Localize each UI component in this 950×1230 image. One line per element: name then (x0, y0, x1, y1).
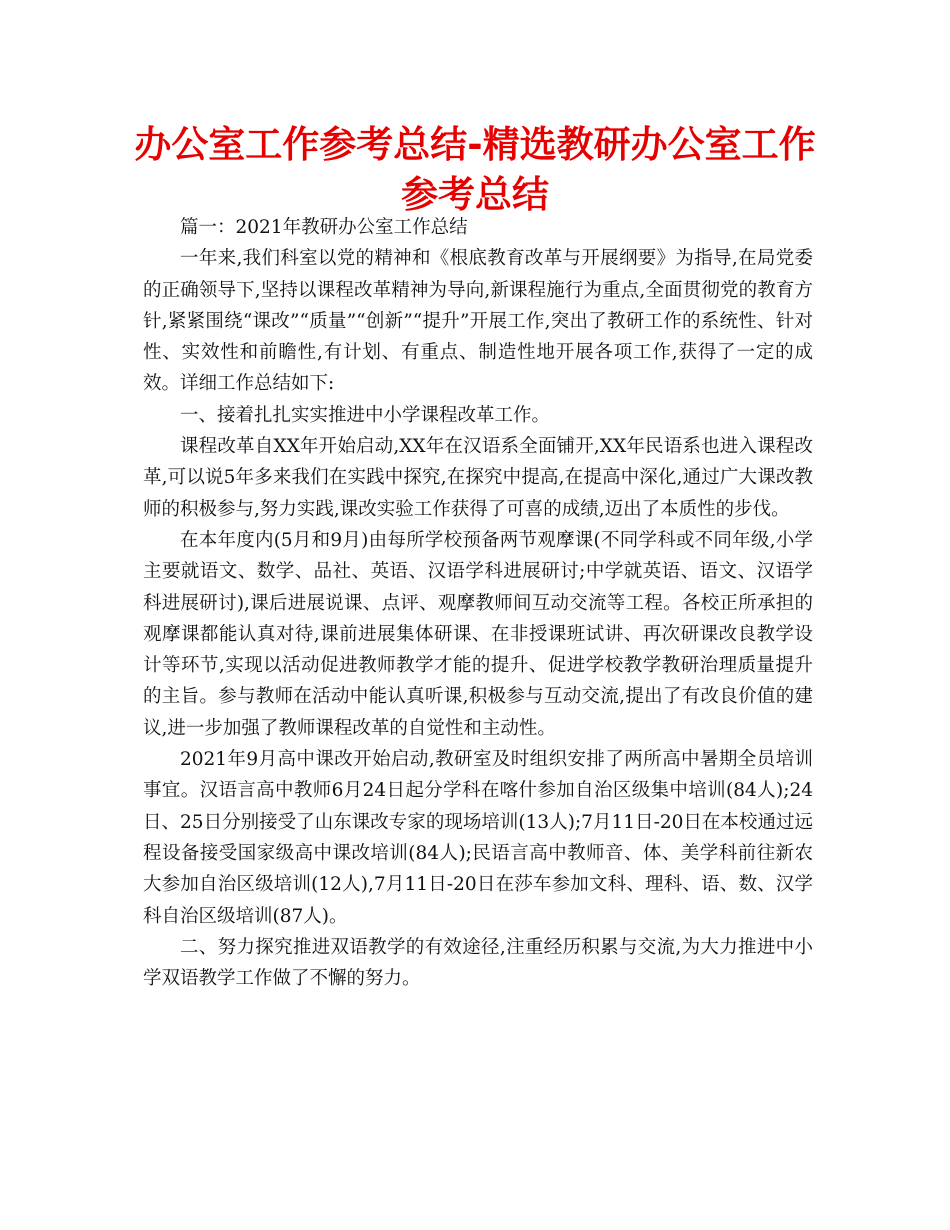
document-body (143, 212, 813, 994)
paragraph-section-heading: 篇一：2021年教研办公室工作总结 (180, 217, 468, 238)
document-title: 办公室工作参考总结-精选教研办公室工作参考总结 (134, 123, 816, 216)
paragraph-curriculum-reform: 课程改革自XX年开始启动,XX年在汉语系全面铺开,XX年民语系也进入课程改革,可以说5年多来我们在实践中探究,在探究中提高,在提高中深化,通过广大课改教师的积极参与,努力实践,课改实验工作获得了可喜的成绩,迈出了本质性的步伐。 (143, 436, 813, 520)
paragraph-observation-lessons: 在本年度内(5月和9月)由每所学校预备两节观摩课(不同学科或不同年级,小学主要就语文、数学、品社、英语、汉语学科进展研讨;中学就英语、语文、汉语学科进展研讨),课后进展说课、点评、观摩教师间互动交流等工程。各校正所承担的观摩课都能认真对待,课前进展集体研课、在非授课班试讲、再次研课改良教学设计等环节,实现以活动促进教师教学才能的提升、促进学校教学教研治理质量提升的主旨。参与教师在活动中能认真听课,积极参与互动交流,提出了有改良价值的建议,进一步加强了教师课程改革的自觉性和主动性。 (143, 529, 813, 739)
paragraph-intro: 一年来,我们科室以党的精神和《根底教育改革与开展纲要》为指导,在局党委的正确领导下,坚持以课程改革精神为导向,新课程施行为重点,全面贯彻党的教育方针,紧紧围绕“课改”“质量”“创新”“提升”开展工作,突出了教研工作的系统性、针对性、实效性和前瞻性,有计划、有重点、制造性地开展各项工作,获得了一定的成效。详细工作总结如下: (143, 248, 813, 395)
paragraph-point-one-heading: 一、接着扎扎实实推进中小学课程改革工作。 (180, 404, 551, 426)
paragraph-high-school-training: 2021年9月高中课改开始启动,教研室及时组织安排了两所高中暑期全员培训事宜。汉语言高中教师6月24日起分学科在喀什参加自治区级集中培训(84人);24日、25日分别接受了山东课改专家的现场培训(13人);7月11日-20日在本校通过远程设备接受国家级高中课改培训(84人);民语言高中教师音、体、美学科前往新农大参加自治区级培训(12人),7月11日-20日在莎车参加文科、理科、语、数、汉学科自治区级培训(87人)。 (143, 749, 813, 927)
paragraph-point-two-heading: 二、努力探究推进双语教学的有效途径,注重经历积累与交流,为大力推进中小学双语教学工作做了不懈的努力。 (143, 936, 813, 990)
